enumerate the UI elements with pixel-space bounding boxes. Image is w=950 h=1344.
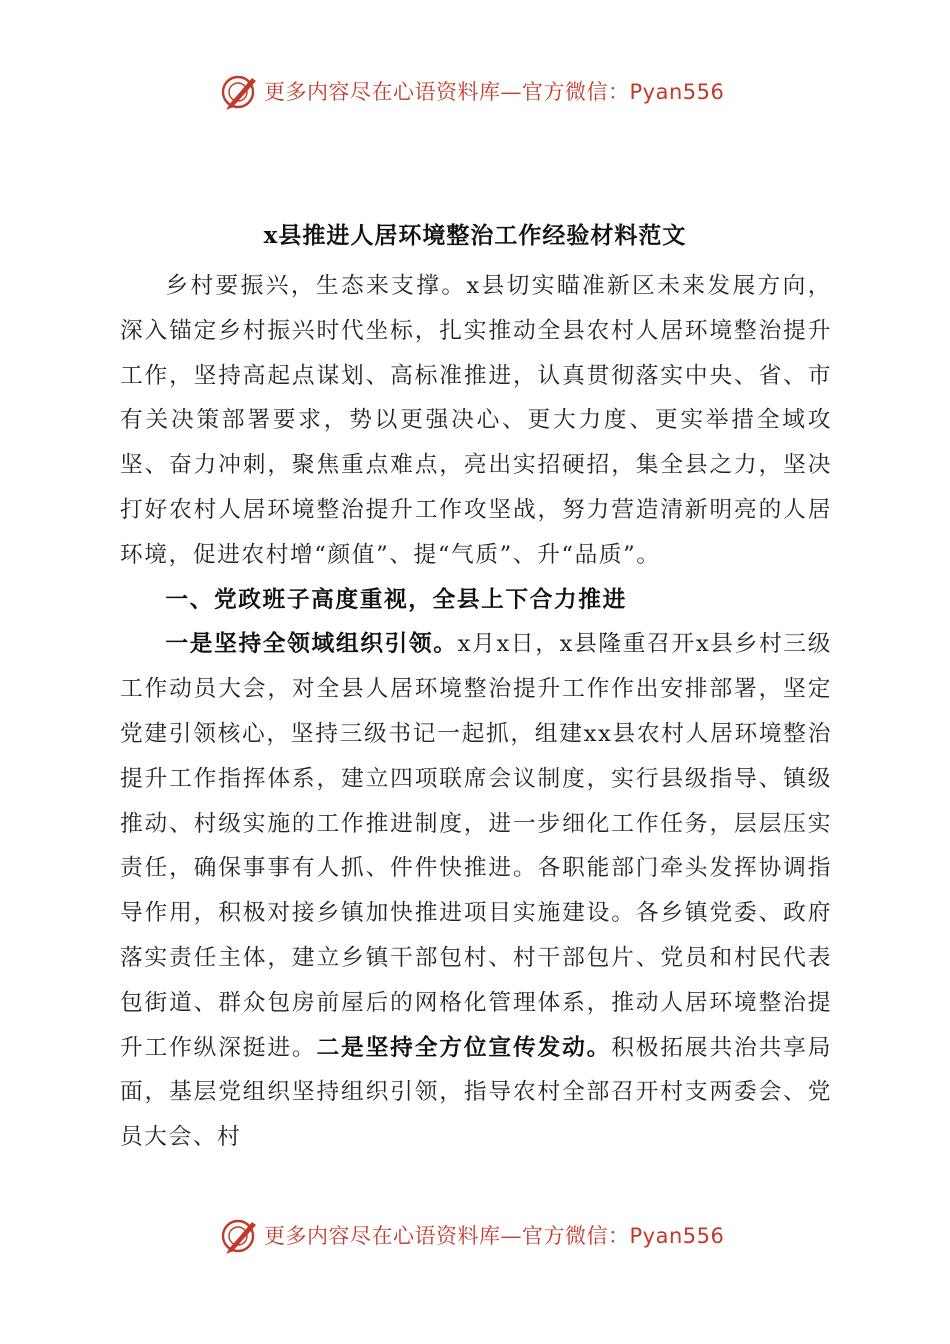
paragraph-body-2: 积极拓展共治共享局面，基层党组织坚持组织引领，指导农村全部召开村支两委会、党员大会、村 <box>120 1034 832 1151</box>
watermark-banner-bottom <box>0 1214 950 1258</box>
document-body <box>120 264 832 1160</box>
paragraph-lead-2: 二是坚持全方位宣传发动。 <box>316 1034 612 1061</box>
watermark-text: 更多内容尽在心语资料库—官方微信：Pyan556 <box>264 80 725 104</box>
paragraph-body-1: x月x日，x县隆重召开x县乡村三级工作动员大会，对全县人居环境整治提升工作作出安排部署，坚定党建引领核心，坚持三级书记一起抓，组建xx县农村人居环境整治提升工作指挥体系，建立四项联席会议制度，实行县级指导、镇级推动、村级实施的工作推进制度，进一步细化工作任务，层层压实责任，确保事事有人抓、件件快推进。各职能部门牵头发挥协调指导作用，积极对接乡镇加快推进项目实施建设。各乡镇党委、政府落实责任主体，建立乡镇干部包村、村干部包片、党员和村民代表包街道、群众包房前屋后的网格化管理体系，推动人居环境整治提升工作纵深挺进。 <box>120 631 832 1061</box>
watermark-text: 更多内容尽在心语资料库—官方微信：Pyan556 <box>264 1224 725 1248</box>
body-paragraph-1 <box>120 622 832 1160</box>
pen-logo-icon <box>218 70 262 114</box>
paragraph-lead-1: 一是坚持全领域组织引领。 <box>165 631 458 658</box>
pen-logo-icon <box>218 1214 262 1258</box>
intro-paragraph: 乡村要振兴，生态来支撑。x县切实瞄准新区未来发展方向，深入锚定乡村振兴时代坐标，扎实推动全县农村人居环境整治提升工作，坚持高起点谋划、高标准推进，认真贯彻落实中央、省、市有关决策部署要求，势以更强决心、更大力度、更实举措全域攻坚、奋力冲刺，聚焦重点难点，亮出实招硬招，集全县之力，坚决打好农村人居环境整治提升工作攻坚战，努力营造清新明亮的人居环境，促进农村增“颜值”、提“气质”、升“品质”。 <box>120 273 832 568</box>
section-heading-1: 一、党政班子高度重视，全县上下合力推进 <box>165 586 627 613</box>
document-title: x县推进人居环境整治工作经验材料范文 <box>263 222 687 249</box>
watermark-banner-top <box>0 70 950 114</box>
